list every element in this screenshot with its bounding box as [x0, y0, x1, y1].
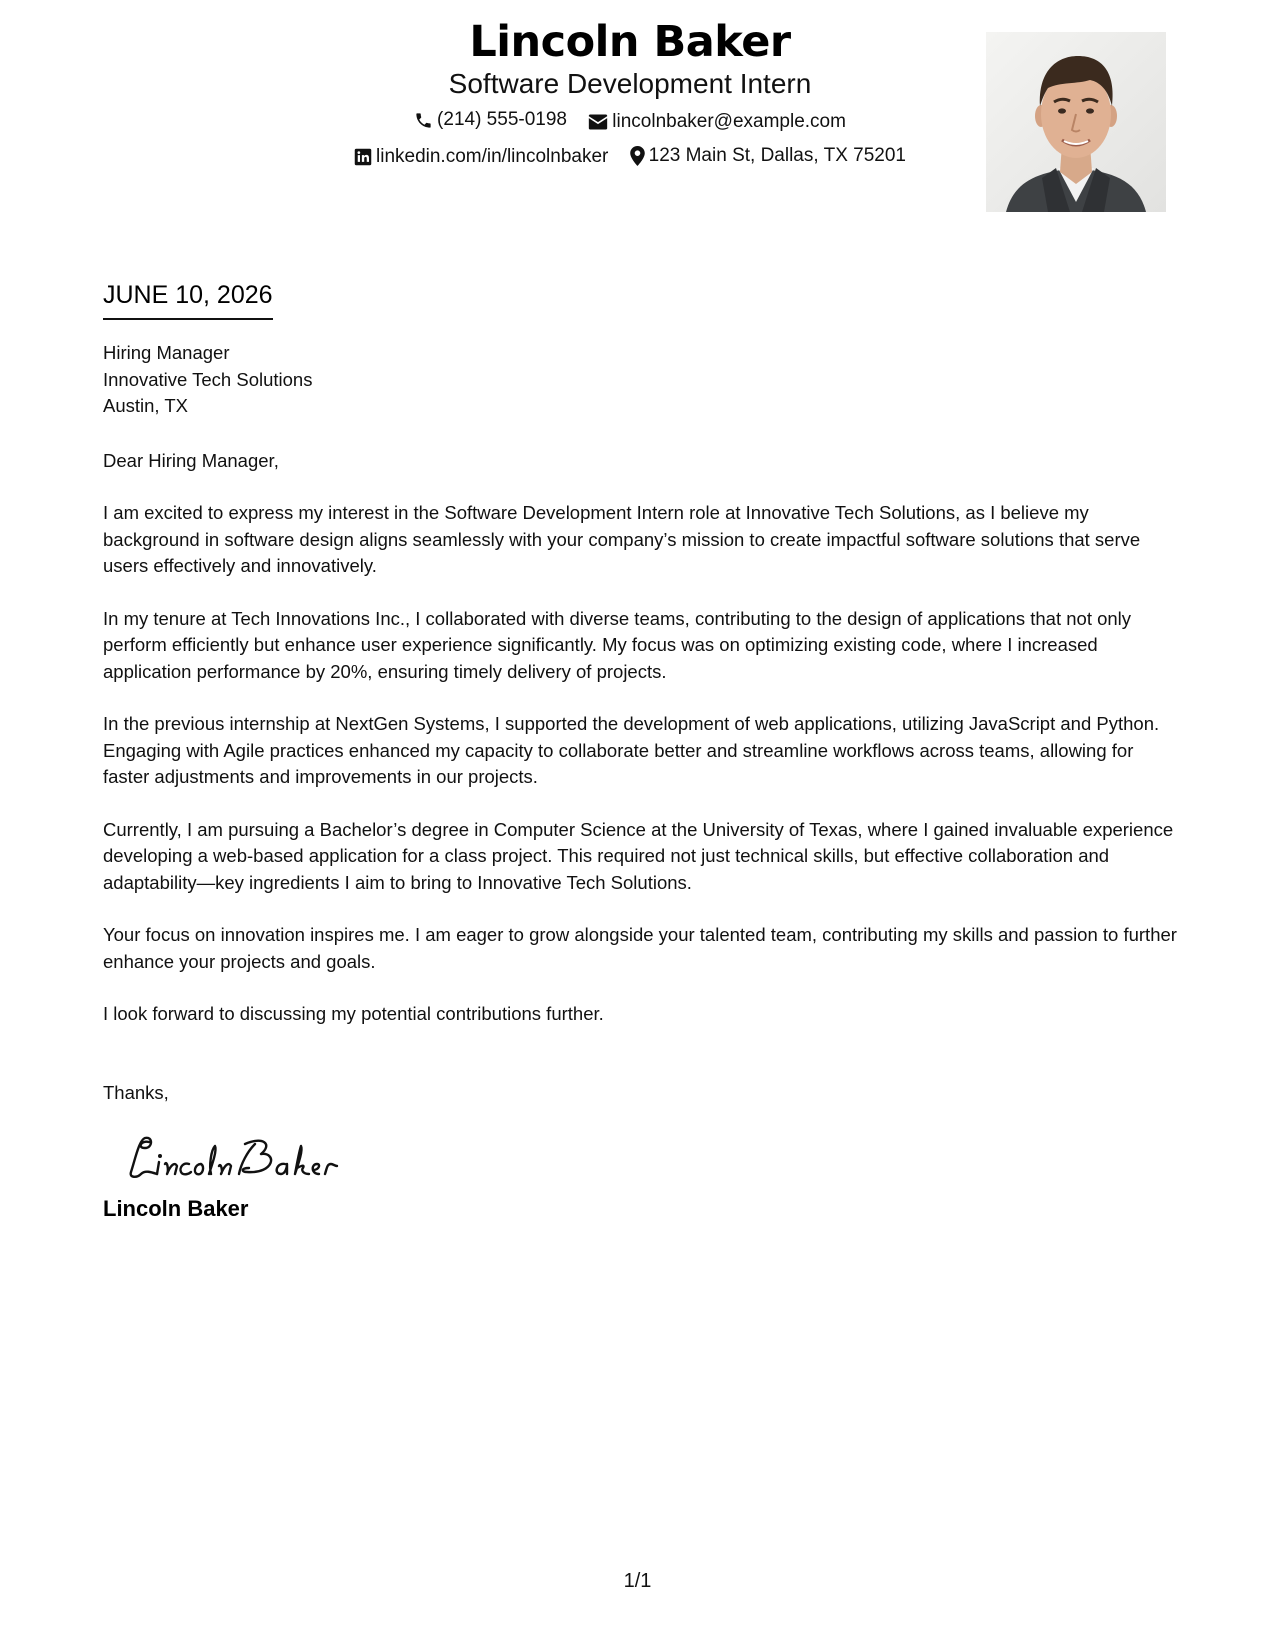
recipient-line: Austin, TX: [103, 395, 189, 416]
contact-email: [588, 111, 846, 134]
phone-text: (214) 555-0198: [437, 109, 567, 131]
body-paragraph: Your focus on innovation inspires me. I am eager to grow alongside your talented team, contributing my skills and passion to further enhance your projects and goals.: [103, 924, 1177, 972]
email-text: lincolnbaker@example.com: [612, 110, 846, 132]
envelope-icon: [588, 114, 608, 130]
body-paragraph: I look forward to discussing my potential contributions further.: [103, 1003, 604, 1024]
body-paragraph: In the previous internship at NextGen Systems, I supported the development of web applications, utilizing JavaScript and Python. Engaging with Agile practices enhanced my capacity to collaborate better and streamline workflows across teams, allowing for faster adjustments and improvements in our projects.: [103, 713, 1160, 787]
phone-icon: [414, 111, 433, 130]
contact-linkedin: [354, 146, 608, 169]
contact-address: [630, 145, 906, 168]
letter-date: JUNE 10, 2026: [103, 280, 273, 320]
linkedin-icon: [354, 148, 372, 166]
page-number: 1/1: [623, 1570, 652, 1592]
signed-name: Lincoln Baker: [103, 1196, 249, 1221]
address-text: 123 Main St, Dallas, TX 75201: [648, 144, 906, 166]
recipient-line: Hiring Manager: [103, 342, 230, 363]
salutation: Dear Hiring Manager,: [103, 449, 279, 471]
job-title: Software Development Intern: [448, 68, 812, 100]
map-pin-icon: [630, 146, 645, 166]
closing: Thanks,: [103, 1081, 169, 1103]
body-paragraph: Currently, I am pursuing a Bachelor’s degree in Computer Science at the University of Texas, where I gained invaluable experience developing a web-based application for a class project. This required not just technical skills, but effective collaboration and adaptability—key ingredients I aim to bring to Innovative Tech Solutions.: [103, 818, 1174, 893]
profile-photo: [986, 32, 1166, 212]
body-paragraph: I am excited to express my interest in the Software Development Intern role at Innovative Tech Solutions, as I believe my background in software design aligns seamlessly with your company’s mission to create impactful software solutions that serve users effectively and innovatively.: [103, 502, 1141, 576]
applicant-name: Lincoln Baker: [469, 17, 791, 67]
body-paragraph: In my tenure at Tech Innovations Inc., I collaborated with diverse teams, contributing to the design of applications that not only perform efficiently but enhance user experience significantly. My focus was on optimizing existing code, where I increased application performance by 20%, ensuring timely delivery of projects.: [103, 607, 1132, 682]
linkedin-text: linkedin.com/in/lincolnbaker: [376, 145, 609, 167]
contact-phone: [414, 109, 567, 132]
handwritten-signature: [123, 1122, 363, 1192]
recipient-line: Innovative Tech Solutions: [103, 368, 313, 390]
recipient-block: [103, 340, 1178, 420]
letter-body: [103, 280, 1178, 1223]
